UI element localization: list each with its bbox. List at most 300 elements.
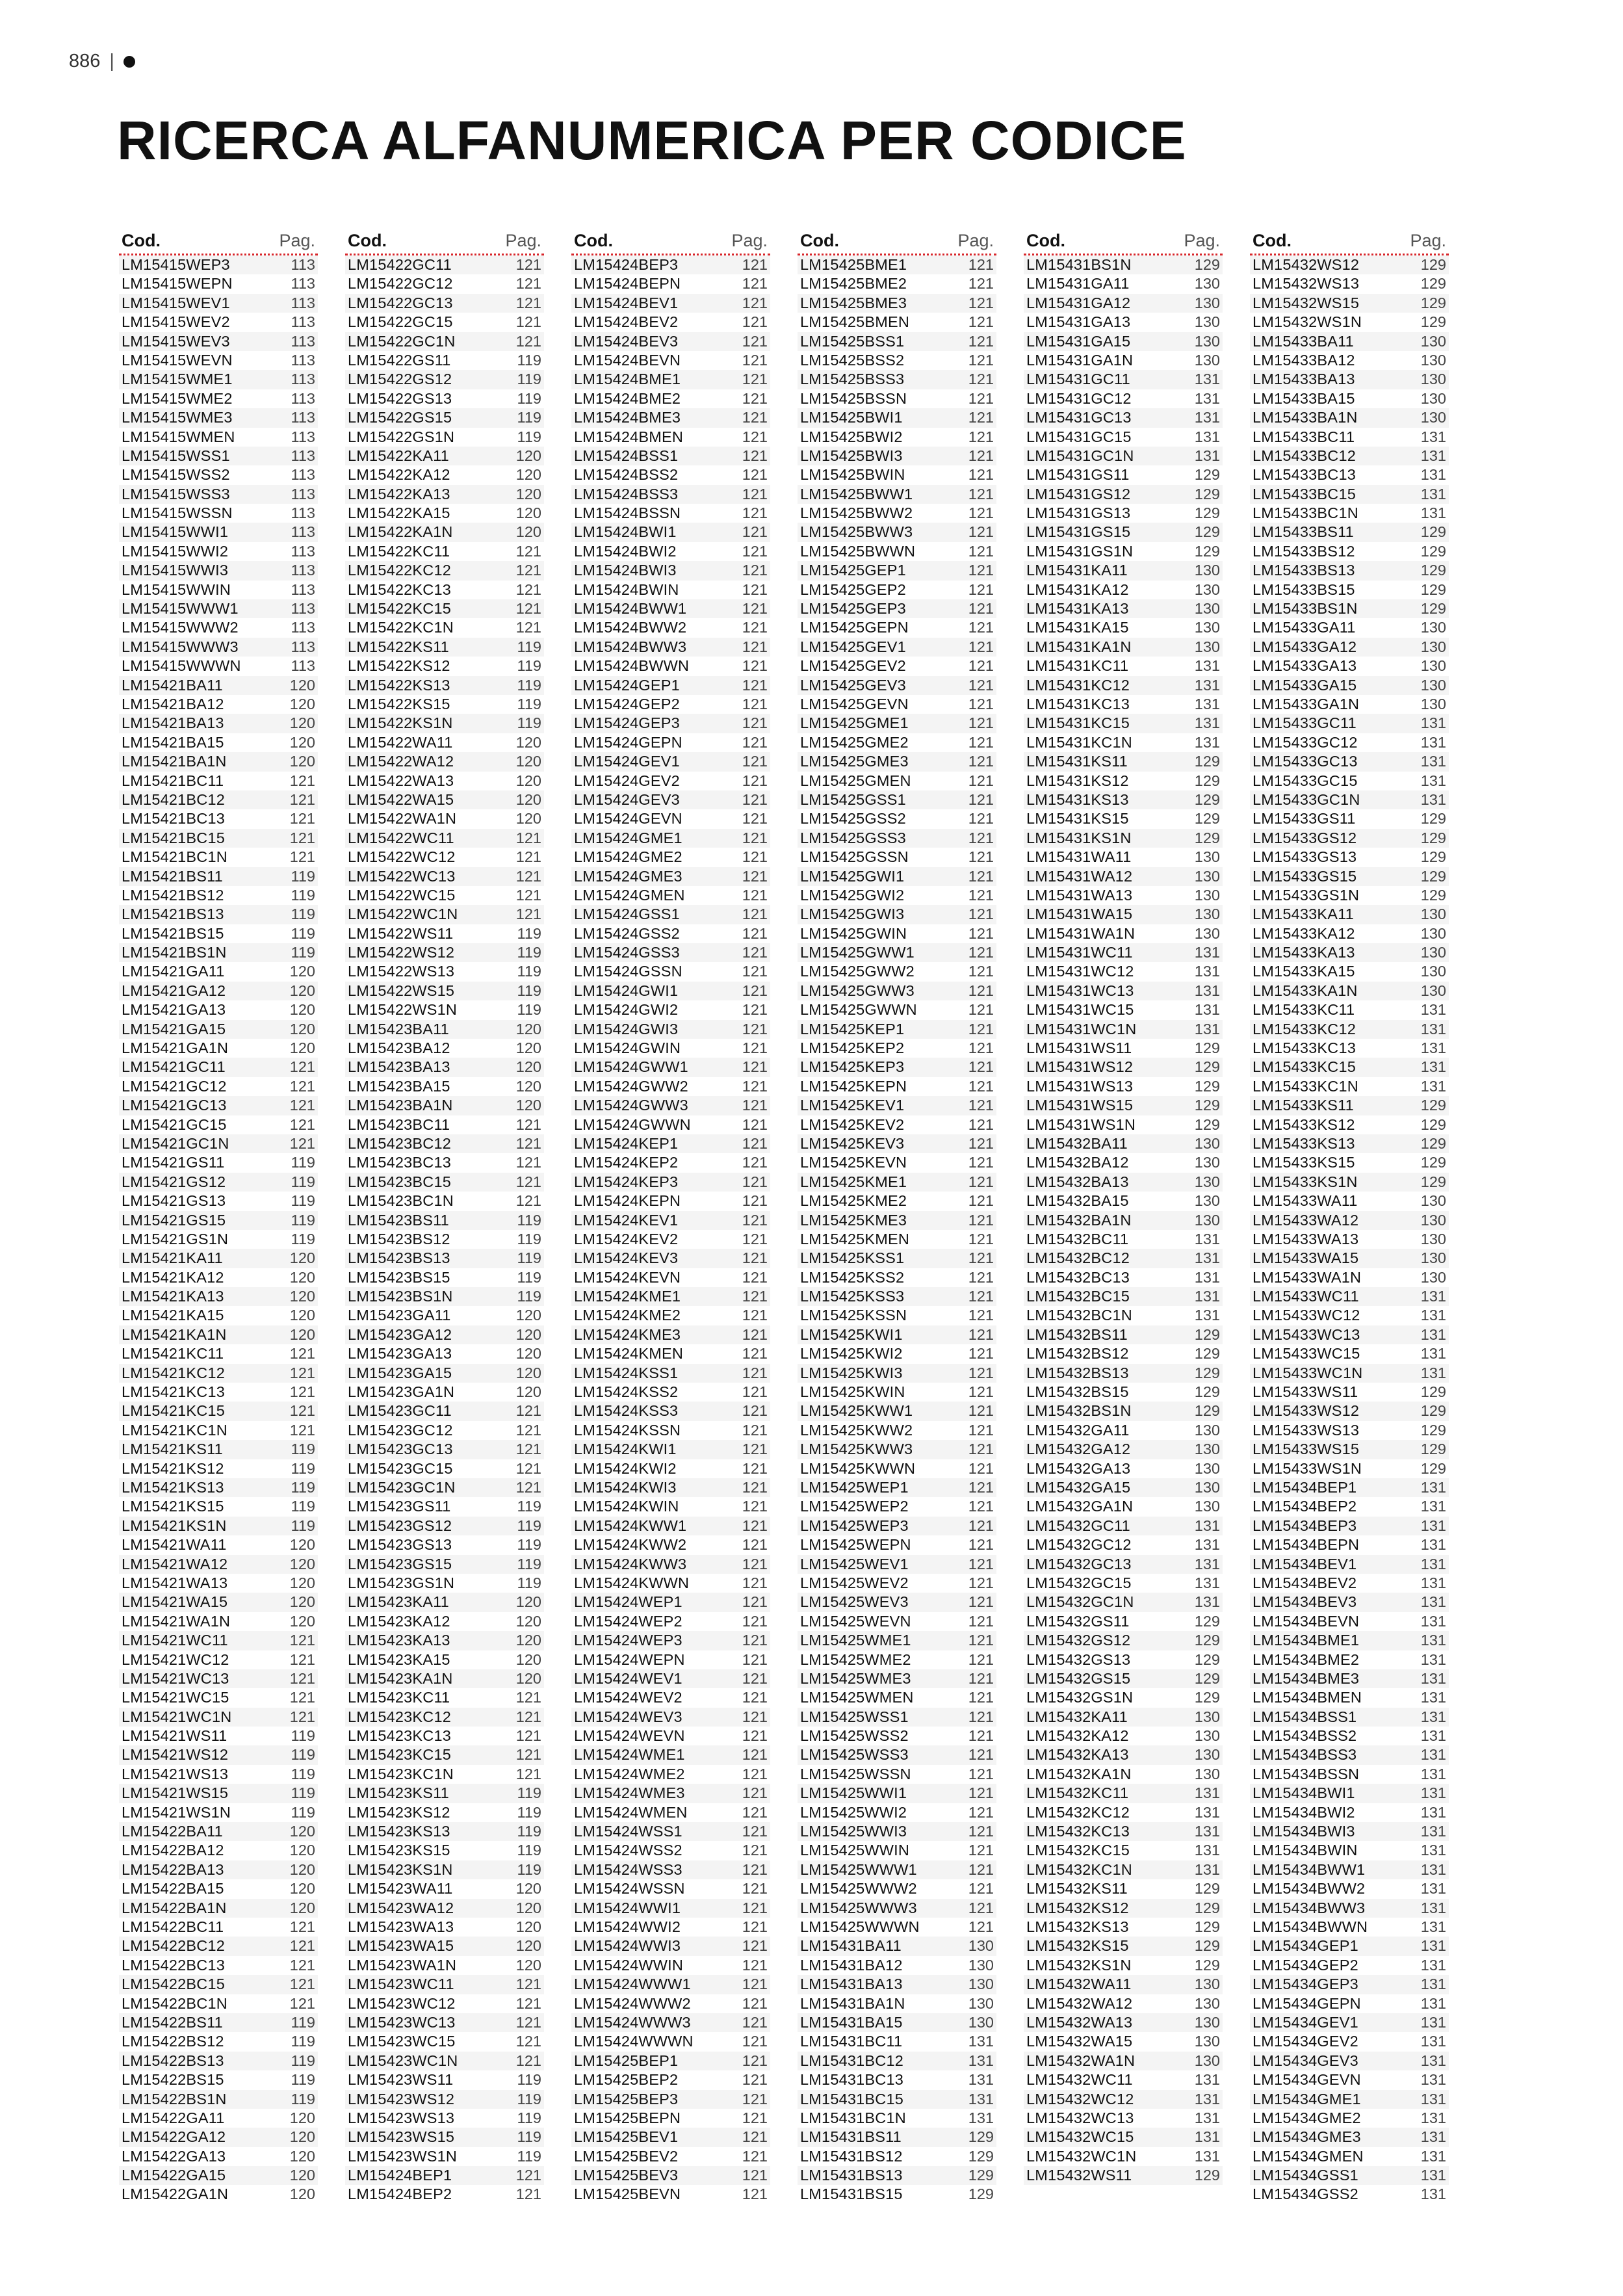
table-row <box>798 581 996 599</box>
product-code: LM15432BC12 <box>1026 1249 1130 1267</box>
table-row <box>571 1669 770 1688</box>
page-reference: 119 <box>517 1803 541 1821</box>
table-row <box>345 1268 544 1287</box>
page-reference: 121 <box>742 1689 768 1706</box>
product-code: LM15432WS13 <box>1253 275 1360 293</box>
table-row <box>345 1230 544 1249</box>
page-reference: 120 <box>289 963 315 980</box>
page-reference: 120 <box>289 714 315 732</box>
product-code: LM15432BS15 <box>1026 1383 1129 1401</box>
page-reference: 130 <box>1194 886 1220 904</box>
product-code: LM15415WEP3 <box>122 256 230 273</box>
table-row <box>1250 1058 1449 1076</box>
page-reference: 131 <box>1420 1956 1446 1974</box>
table-row <box>571 1173 770 1192</box>
table-row <box>1250 351 1449 370</box>
product-code: LM15422KS12 <box>348 657 450 675</box>
page-reference: 121 <box>742 2052 768 2069</box>
table-row <box>798 1096 996 1115</box>
product-code: LM15424BWWN <box>574 657 690 675</box>
page-reference: 129 <box>1420 275 1446 293</box>
page-reference: 129 <box>1194 1612 1220 1630</box>
table-row <box>798 1727 996 1745</box>
bullet-dot-icon <box>123 56 135 68</box>
table-row <box>1024 1745 1223 1764</box>
product-code: LM15434GSS1 <box>1253 2167 1358 2184</box>
page-reference: 121 <box>742 2109 768 2126</box>
page-reference: 120 <box>515 1880 541 1898</box>
page-reference: 121 <box>742 733 768 751</box>
table-row <box>798 886 996 905</box>
table-row <box>119 1039 318 1058</box>
page-reference: 121 <box>742 2033 768 2050</box>
table-row <box>571 1918 770 1937</box>
table-row <box>345 1727 544 1745</box>
product-code: LM15423KC12 <box>348 1708 451 1725</box>
table-row <box>119 790 318 809</box>
product-code: LM15431GC13 <box>1026 409 1132 426</box>
table-row <box>571 2109 770 2128</box>
table-row <box>798 332 996 351</box>
product-code: LM15424BWIN <box>574 581 679 598</box>
product-code: LM15423WA15 <box>348 1937 454 1955</box>
page-reference: 130 <box>1420 695 1446 712</box>
page-reference: 121 <box>289 1097 315 1114</box>
table-row <box>798 351 996 370</box>
table-row <box>1250 1325 1449 1344</box>
product-code: LM15425BEV3 <box>574 2167 679 2184</box>
product-code: LM15425BEPN <box>574 2109 681 2126</box>
table-row <box>1024 465 1223 484</box>
page-reference: 121 <box>968 1325 994 1343</box>
product-code: LM15424GEP1 <box>574 676 680 694</box>
page-reference: 131 <box>1194 1593 1220 1611</box>
page-reference: 121 <box>742 2128 768 2146</box>
table-row <box>571 2185 770 2204</box>
table-row <box>1250 618 1449 637</box>
table-row <box>1250 829 1449 848</box>
product-code: LM15421BC15 <box>122 829 225 846</box>
product-code: LM15431BA1N <box>800 1994 905 2012</box>
product-code: LM15424BEP3 <box>574 256 679 273</box>
table-row <box>345 1383 544 1402</box>
table-row <box>119 1440 318 1459</box>
page-reference: 121 <box>515 1173 541 1190</box>
table-row <box>571 274 770 293</box>
product-code: LM15434BEP2 <box>1253 1498 1357 1515</box>
table-row <box>1250 1879 1449 1898</box>
page-reference: 129 <box>1420 1421 1446 1439</box>
table-row <box>798 1134 996 1153</box>
table-row <box>1250 428 1449 447</box>
product-code: LM15423BA1N <box>348 1097 453 1114</box>
product-code: LM15425GSSN <box>800 848 909 866</box>
product-code: LM15422KC13 <box>348 581 451 598</box>
page-reference: 121 <box>742 1421 768 1439</box>
page-reference: 121 <box>289 1364 315 1381</box>
table-row <box>345 1115 544 1134</box>
page-reference: 121 <box>968 351 994 369</box>
product-code: LM15431KA13 <box>1026 600 1129 618</box>
product-code: LM15432GC15 <box>1026 1574 1132 1591</box>
column-rows <box>1024 255 1223 2185</box>
table-row <box>798 1669 996 1688</box>
table-row <box>571 523 770 541</box>
product-code: LM15425WEP2 <box>800 1498 909 1515</box>
table-row <box>798 504 996 523</box>
page-reference: 121 <box>742 638 768 655</box>
table-row <box>798 274 996 293</box>
table-row <box>571 1745 770 1764</box>
product-code: LM15423BC11 <box>348 1115 450 1133</box>
table-row <box>1250 523 1449 541</box>
table-row <box>1250 1459 1449 1478</box>
product-code: LM15434BWIN <box>1253 1842 1358 1859</box>
table-row <box>119 1899 318 1918</box>
page-reference: 121 <box>968 1918 994 1935</box>
page-reference: 131 <box>1420 1860 1446 1878</box>
table-row <box>345 542 544 561</box>
page-reference: 120 <box>515 1593 541 1611</box>
table-row <box>119 1153 318 1172</box>
table-row <box>571 2128 770 2146</box>
table-row <box>1024 1268 1223 1287</box>
page-reference: 131 <box>1420 1669 1446 1687</box>
product-code: LM15432WC1N <box>1026 2147 1137 2165</box>
table-row <box>345 1784 544 1803</box>
page-reference: 119 <box>291 1173 315 1190</box>
product-code: LM15431GS1N <box>1026 542 1134 560</box>
product-code: LM15431BC13 <box>800 2071 903 2089</box>
table-row <box>571 1000 770 1019</box>
table-row <box>571 924 770 943</box>
product-code: LM15423BA12 <box>348 1039 450 1057</box>
product-code: LM15432WS12 <box>1253 256 1360 273</box>
page-reference: 121 <box>742 2147 768 2165</box>
product-code: LM15433BS13 <box>1253 562 1355 579</box>
page-reference: 121 <box>742 2013 768 2031</box>
page-reference: 129 <box>1420 829 1446 846</box>
product-code: LM15422WA13 <box>348 772 454 789</box>
page-reference: 120 <box>289 2128 315 2146</box>
product-code: LM15432KC1N <box>1026 1860 1132 1878</box>
page-reference: 121 <box>968 428 994 445</box>
page-reference: 120 <box>289 1020 315 1037</box>
product-code: LM15434GEVN <box>1253 2071 1361 2089</box>
product-code: LM15432BA13 <box>1026 1173 1129 1190</box>
page-reference: 119 <box>291 2090 315 2107</box>
product-code: LM15425GSS1 <box>800 790 906 808</box>
header-code-label: Cod. <box>1026 231 1065 250</box>
page-reference: 129 <box>1194 1058 1220 1076</box>
product-code: LM15434BEPN <box>1253 1536 1360 1554</box>
table-row <box>345 1574 544 1593</box>
product-code: LM15421GC11 <box>122 1058 226 1076</box>
product-code: LM15422GC11 <box>348 256 452 273</box>
product-code: LM15424KEVN <box>574 1268 681 1286</box>
page-reference: 121 <box>742 1325 768 1343</box>
product-code: LM15425GEVN <box>800 695 909 712</box>
product-code: LM15434GEV1 <box>1253 2013 1358 2031</box>
product-code: LM15425BSSN <box>800 389 907 407</box>
product-code: LM15432GC13 <box>1026 1555 1132 1572</box>
page-reference: 121 <box>742 1517 768 1534</box>
table-row <box>571 1306 770 1325</box>
table-row <box>1250 2109 1449 2128</box>
table-row <box>119 1860 318 1879</box>
product-code: LM15425KEV2 <box>800 1115 905 1133</box>
product-code: LM15423BS15 <box>348 1268 450 1286</box>
table-row <box>571 2052 770 2070</box>
table-row <box>1024 695 1223 714</box>
table-row <box>798 1402 996 1420</box>
page-reference: 131 <box>1420 1498 1446 1515</box>
page-reference: 131 <box>1420 2109 1446 2126</box>
product-code: LM15421GS15 <box>122 1211 226 1229</box>
table-row <box>1024 1822 1223 1841</box>
product-code: LM15434GME1 <box>1253 2090 1361 2107</box>
product-code: LM15434BEV3 <box>1253 1593 1357 1611</box>
page-reference: 131 <box>1194 695 1220 712</box>
table-row <box>119 2070 318 2089</box>
product-code: LM15423BS12 <box>348 1230 450 1247</box>
page-reference: 113 <box>291 351 315 369</box>
page-reference: 131 <box>1420 1918 1446 1935</box>
product-code: LM15424GWI1 <box>574 982 679 999</box>
table-row <box>798 962 996 981</box>
table-row <box>798 1020 996 1039</box>
table-row <box>119 389 318 408</box>
product-code: LM15423GC1N <box>348 1479 456 1496</box>
page-reference: 130 <box>1194 1994 1220 2012</box>
product-code: LM15434BWI3 <box>1253 1823 1355 1840</box>
page-reference: 131 <box>1194 1020 1220 1037</box>
product-code: LM15421WC13 <box>122 1669 229 1687</box>
page-reference: 119 <box>517 1230 541 1247</box>
product-code: LM15432KC13 <box>1026 1823 1130 1840</box>
product-code: LM15431KS12 <box>1026 772 1129 789</box>
page-reference: 129 <box>1420 867 1446 885</box>
page-reference: 120 <box>289 1001 315 1019</box>
page-reference: 130 <box>1194 1765 1220 1782</box>
page-reference: 121 <box>968 1249 994 1267</box>
table-row <box>1024 389 1223 408</box>
page-reference: 129 <box>1420 1459 1446 1477</box>
table-row <box>571 2166 770 2185</box>
product-code: LM15424GEP2 <box>574 695 680 712</box>
product-code: LM15424WWI1 <box>574 1899 681 1916</box>
table-row <box>345 1306 544 1325</box>
table-row <box>798 1593 996 1611</box>
product-code: LM15431BS12 <box>800 2147 903 2165</box>
table-row <box>119 1249 318 1268</box>
table-row <box>345 1020 544 1039</box>
product-code: LM15431GC1N <box>1026 447 1134 464</box>
page-reference: 121 <box>968 1498 994 1515</box>
product-code: LM15423WC12 <box>348 1994 456 2012</box>
table-row <box>1024 2166 1223 2185</box>
product-code: LM15425GME2 <box>800 733 909 751</box>
table-row <box>571 1688 770 1707</box>
table-row <box>1250 2147 1449 2166</box>
table-row <box>571 294 770 313</box>
page-reference: 121 <box>968 371 994 388</box>
page-reference: 120 <box>515 1612 541 1630</box>
product-code: LM15432KS11 <box>1026 1880 1128 1898</box>
product-code: LM15431WA13 <box>1026 886 1133 904</box>
page-reference: 120 <box>515 504 541 522</box>
product-code: LM15423GA1N <box>348 1383 455 1401</box>
product-code: LM15424BEP2 <box>348 2185 452 2203</box>
product-code: LM15423GS11 <box>348 1498 451 1515</box>
table-row <box>571 867 770 886</box>
product-code: LM15424WWWN <box>574 2033 694 2050</box>
page-reference: 131 <box>1194 1249 1220 1267</box>
product-code: LM15433BA1N <box>1253 409 1358 426</box>
table-row <box>571 1364 770 1383</box>
page-reference: 131 <box>1420 447 1446 464</box>
product-code: LM15424BEV1 <box>574 294 679 311</box>
product-code: LM15431KC12 <box>1026 676 1130 694</box>
table-row <box>119 274 318 293</box>
product-code: LM15425KSSN <box>800 1307 907 1324</box>
table-row <box>798 389 996 408</box>
page-reference: 130 <box>1420 389 1446 407</box>
table-row <box>345 867 544 886</box>
page-reference: 129 <box>1194 1383 1220 1401</box>
page-reference: 120 <box>515 1325 541 1343</box>
table-row <box>571 1134 770 1153</box>
table-row <box>119 962 318 981</box>
product-code: LM15432KS1N <box>1026 1956 1132 1974</box>
product-code: LM15425WEP1 <box>800 1479 909 1496</box>
product-code: LM15433WS13 <box>1253 1421 1360 1439</box>
table-row <box>1024 1841 1223 1860</box>
product-code: LM15425BEP3 <box>574 2090 679 2107</box>
page-reference: 130 <box>1420 1268 1446 1286</box>
page-reference: 131 <box>1194 676 1220 694</box>
table-row <box>1024 1631 1223 1650</box>
table-row <box>571 1860 770 1879</box>
product-code: LM15433KC15 <box>1253 1058 1356 1076</box>
table-row <box>571 1459 770 1478</box>
page-reference: 130 <box>1194 600 1220 618</box>
product-code: LM15432BS12 <box>1026 1345 1129 1363</box>
product-code: LM15423WA13 <box>348 1918 454 1935</box>
product-code: LM15425KME3 <box>800 1211 907 1229</box>
page-reference: 121 <box>515 2013 541 2031</box>
product-code: LM15425WEV3 <box>800 1593 909 1611</box>
page-reference: 131 <box>1420 2167 1446 2184</box>
page-reference: 129 <box>1420 542 1446 560</box>
table-row <box>1024 1096 1223 1115</box>
page-reference: 121 <box>515 562 541 579</box>
table-row <box>119 255 318 274</box>
product-code: LM15424GMEN <box>574 886 685 904</box>
page-reference: 121 <box>968 1134 994 1152</box>
page-reference: 121 <box>742 1650 768 1668</box>
page-reference: 131 <box>1420 1689 1446 1706</box>
page-reference: 120 <box>515 1383 541 1401</box>
product-code: LM15421GA13 <box>122 1001 226 1019</box>
table-row <box>798 1918 996 1937</box>
page-reference: 120 <box>289 1823 315 1840</box>
table-row <box>119 1115 318 1134</box>
table-row <box>1250 2070 1449 2089</box>
page-reference: 131 <box>1420 1976 1446 1993</box>
page-reference: 131 <box>968 2033 994 2050</box>
page-reference: 121 <box>289 1115 315 1133</box>
product-code: LM15423BS1N <box>348 1288 453 1305</box>
table-row <box>1024 733 1223 752</box>
table-row <box>1250 943 1449 962</box>
product-code: LM15425BME1 <box>800 256 907 273</box>
product-code: LM15425GEV3 <box>800 676 906 694</box>
header-page-label: Pag. <box>731 231 768 250</box>
table-row <box>345 2090 544 2109</box>
table-row <box>119 1421 318 1440</box>
page-reference: 129 <box>1420 1383 1446 1401</box>
table-row <box>1250 733 1449 752</box>
page-reference: 121 <box>742 963 768 980</box>
table-row <box>571 2147 770 2166</box>
page-reference: 121 <box>742 1249 768 1267</box>
page-reference: 121 <box>968 332 994 350</box>
product-code: LM15432WC11 <box>1026 2071 1133 2089</box>
page-header <box>69 51 135 72</box>
product-code: LM15431BC12 <box>800 2052 903 2069</box>
table-row <box>119 809 318 828</box>
page-reference: 120 <box>515 733 541 751</box>
table-row <box>345 274 544 293</box>
table-row <box>119 581 318 599</box>
product-code: LM15432GA15 <box>1026 1479 1131 1496</box>
page-reference: 121 <box>742 1765 768 1782</box>
product-code: LM15422WC13 <box>348 867 456 885</box>
page-reference: 120 <box>515 1039 541 1057</box>
page-reference: 113 <box>291 256 315 273</box>
table-row <box>571 428 770 447</box>
page-reference: 119 <box>517 1574 541 1591</box>
product-code: LM15431WS15 <box>1026 1097 1134 1114</box>
table-row <box>798 905 996 924</box>
table-row <box>798 1745 996 1764</box>
table-row <box>571 1727 770 1745</box>
page-reference: 130 <box>1194 1211 1220 1229</box>
table-row <box>345 1039 544 1058</box>
page-reference: 121 <box>289 1976 315 1993</box>
product-code: LM15424GWIN <box>574 1039 681 1057</box>
page-reference: 121 <box>968 1574 994 1591</box>
product-code: LM15425KWW2 <box>800 1421 913 1439</box>
page-reference: 120 <box>289 1307 315 1324</box>
table-row <box>345 1077 544 1096</box>
table-row <box>1250 1803 1449 1822</box>
page-reference: 121 <box>742 1612 768 1630</box>
product-code: LM15415WWI2 <box>122 542 229 560</box>
index-column-1 <box>119 229 318 2204</box>
product-code: LM15432KS13 <box>1026 1918 1129 1935</box>
table-row <box>345 370 544 389</box>
product-code: LM15425GWW1 <box>800 944 915 961</box>
table-row <box>1024 1727 1223 1745</box>
table-row <box>798 638 996 657</box>
page-reference: 121 <box>289 1077 315 1095</box>
product-code: LM15432GS11 <box>1026 1612 1130 1630</box>
table-row <box>571 982 770 1000</box>
table-row <box>798 2032 996 2051</box>
product-code: LM15433BA12 <box>1253 351 1355 369</box>
